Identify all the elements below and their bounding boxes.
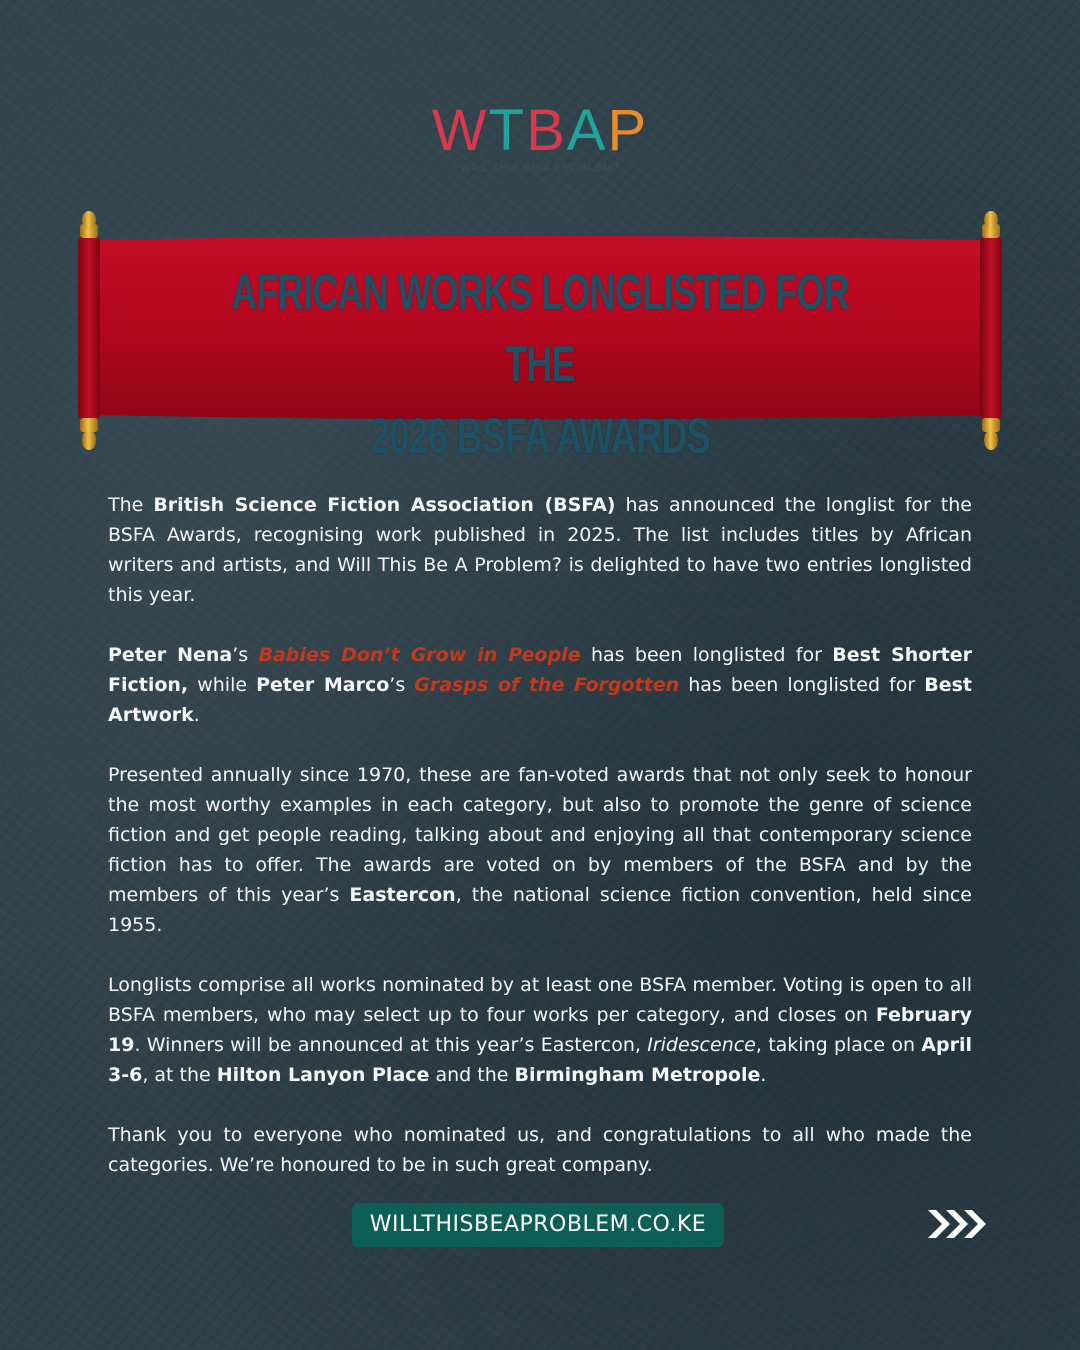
text: Longlists comprise all works nominated by at least one BSFA member. Voting is open to all BSFA members, who may select up to four works per category, and closes on: [108, 974, 972, 1026]
eastercon-name: Iridescence: [647, 1034, 756, 1056]
voting-close-date: February 19: [108, 1004, 972, 1056]
scroll-cap-bottom-right: [982, 418, 1000, 450]
text: has been longlisted for: [679, 674, 925, 696]
banner-title: [206, 256, 874, 472]
logo-letter-w: W: [431, 98, 489, 163]
text: ’s: [232, 644, 259, 666]
text: has been longlisted for: [580, 644, 833, 666]
paragraph-voting: [108, 970, 972, 1090]
scroll-cap-top-left: [80, 211, 98, 238]
paragraph-thanks: [108, 1120, 972, 1180]
event-dates: April 3-6: [108, 1034, 972, 1086]
website-url-link[interactable]: WILLTHISBEAPROBLEM.CO.KE: [352, 1203, 724, 1247]
text: , taking place on: [755, 1034, 922, 1056]
text: ’s: [389, 674, 415, 696]
author-peter-nena: Peter Nena: [108, 644, 233, 666]
category-best-shorter-fiction: Best Shorter Fiction,: [108, 644, 972, 696]
scroll-cap-top-right: [982, 211, 1000, 238]
logo-tagline: WILL THIS BE A PROBLEM?: [460, 162, 620, 174]
text: while: [188, 674, 257, 696]
text: and the: [429, 1064, 515, 1086]
scroll-cap-bottom-left: [80, 418, 98, 450]
scroll-banner: [76, 210, 1004, 464]
text: .: [193, 704, 200, 726]
bsfa-name: British Science Fiction Association (BSFA): [153, 494, 616, 516]
triple-chevron-right-icon[interactable]: [924, 1204, 994, 1244]
text: .: [760, 1064, 767, 1086]
text: , the national science fiction convention, held since 1955.: [108, 884, 972, 936]
work-title-babies: Babies Don’t Grow in People: [258, 644, 581, 666]
logo-letter-b: B: [526, 98, 567, 163]
venue-hilton: Hilton Lanyon Place: [216, 1064, 430, 1086]
category-best-artwork: Best Artwork: [108, 674, 972, 726]
text: The: [108, 494, 154, 516]
logo-wordmark: [0, 100, 1080, 162]
venue-metropole: Birmingham Metropole: [514, 1064, 761, 1086]
text: Presented annually since 1970, these are fan-voted awards that not only seek to honour the most worthy examples in each category, but also to promote the genre of science fiction and get people reading, talking about and enjoying all that contemporary science fiction has to offer. The awards are voted on by members of the BSFA and by the members of this year’s: [108, 764, 972, 906]
eastercon: Eastercon: [349, 884, 456, 906]
text: Thank you to everyone who nominated us, and congratulations to all who made the categories. We’re honoured to be in such great company.: [108, 1124, 972, 1176]
logo-letter-a: A: [566, 98, 608, 163]
text: has announced the longlist for the BSFA Awards, recognising work published in 2025. The list includes titles by African writers and artists, and Will This Be A Problem? is delighted to have two entries longlisted this year.: [108, 494, 972, 606]
banner-title-line-2: 2026 BSFA AWARDS: [370, 408, 710, 464]
text: . Winners will be announced at this year’s Eastercon,: [134, 1034, 648, 1056]
wtbap-logo: [0, 100, 1080, 174]
paragraph-longlisted-works: [108, 640, 972, 730]
paragraph-about-awards: [108, 760, 972, 940]
logo-letter-t: T: [488, 98, 527, 163]
banner-title-line-1: AFRICAN WORKS LONGLISTED FOR THE: [231, 264, 849, 392]
article-body: [108, 490, 972, 1210]
text: , at the: [142, 1064, 217, 1086]
work-title-grasps: Grasps of the Forgotten: [414, 674, 680, 696]
logo-letter-p: P: [607, 98, 649, 163]
author-peter-marco: Peter Marco: [256, 674, 390, 696]
paragraph-announcement: [108, 490, 972, 610]
